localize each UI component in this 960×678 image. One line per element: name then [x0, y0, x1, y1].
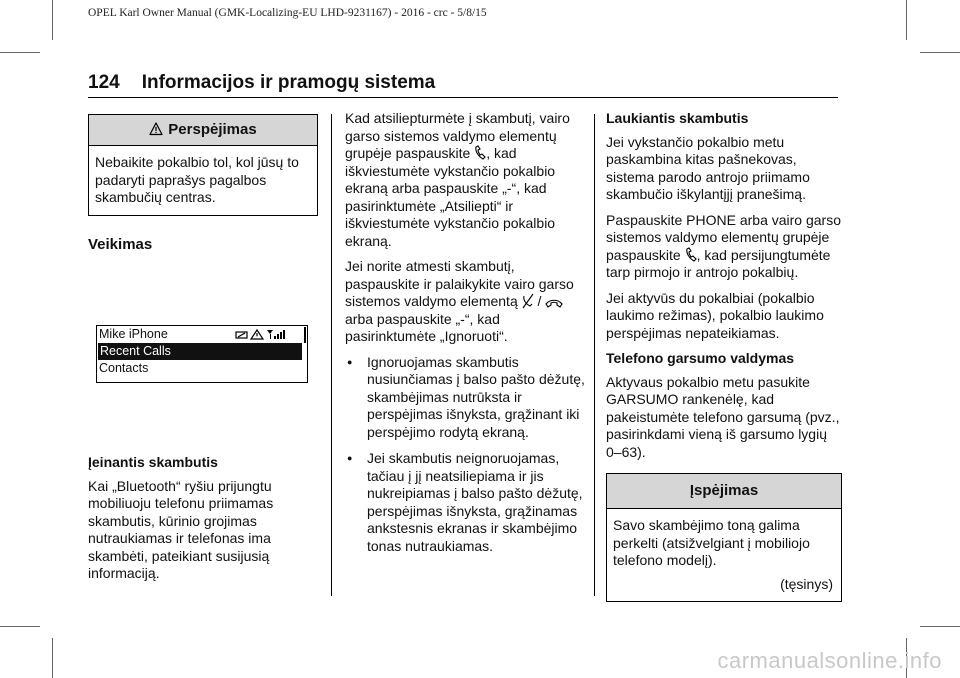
volume-text: Aktyvaus pokalbio metu pasukite GARSUMO rankenėlę, kad pakeistumėte telefono garsumą (pvz., pasirinkdami vieną iš garsumo lygių 0–63). — [606, 373, 840, 460]
note-box — [606, 473, 842, 602]
answer-instructions — [345, 110, 585, 250]
column-divider — [594, 114, 595, 596]
warning-box-title — [89, 115, 317, 146]
mute-icon — [522, 293, 534, 309]
bluetooth-icon — [236, 332, 247, 338]
warning-triangle-icon — [149, 122, 163, 136]
waiting-text-before: Paspauskite PHONE arba vairo garso sistemos valdymo elementų grupėje paspauskite — [606, 211, 841, 263]
reject-instructions — [345, 258, 585, 346]
crop-mark — [52, 0, 53, 40]
warning-box-title-text: Perspėjimas — [168, 121, 257, 138]
phone-answer-icon — [474, 145, 486, 161]
page-heading — [88, 72, 435, 94]
header-meta: OPEL Karl Owner Manual (GMK-Localizing-EU LHD-9231167) - 2016 - crc - 5/8/15 — [88, 7, 487, 19]
incoming-call-heading: Įeinantis skambutis — [88, 454, 218, 470]
answer-text-after: , kad iškviestumėte vykstančio pokalbio ekraną arba paspauskite „-“, kad pasirinktumėte „Atsiliepti“ ir iškviestumėte vykstančio pokalbio ekraną. — [345, 145, 556, 249]
crop-mark — [0, 52, 40, 53]
crop-mark — [906, 0, 907, 40]
continued-label: (tęsinys) — [780, 575, 833, 592]
reject-text-after: arba paspauskite „-“, kad pasirinktumėte „Ignoruoti“. — [345, 310, 508, 344]
display-item-selected: Recent Calls — [98, 343, 302, 360]
display-scrollbar — [304, 327, 306, 343]
display-item: Contacts — [99, 361, 149, 375]
status-icons — [235, 328, 299, 341]
crop-mark — [920, 52, 960, 53]
list-item: ● Ignoruojamas skambutis nusiunčiamas į balso pašto dėžutę, skambėjimas nutrūksta ir perspėjimas išnyksta, grąžinant iki perspėjimo rodytą ekraną. — [345, 354, 585, 442]
incoming-call-text: Kai „Bluetooth“ ryšiu prijungtu mobiliuoju telefonu priimamas skambutis, kūrinio grojimas nutraukiamas ir telefonas ima skambėti, pateikiant susijusią informaciją. — [88, 477, 274, 581]
column-3 — [606, 110, 842, 602]
heading-rule — [88, 97, 838, 98]
note-box-text: Savo skambėjimo toną galima perkelti (atsižvelgiant į mobiliojo telefono modelį). — [613, 517, 810, 568]
section-heading-operation: Veikimas — [88, 235, 153, 253]
crop-mark — [920, 626, 960, 627]
infotainment-display — [96, 325, 308, 383]
page-title: Informacijos ir pramogų sistema — [141, 72, 436, 93]
page-number: 124 — [88, 72, 120, 93]
reject-separator: / — [533, 293, 546, 309]
crop-mark — [52, 638, 53, 678]
answer-text-before: Kad atsiliepturmėte į skambutį, vairo garso sistemos valdymo elementų grupėje paspauskite — [345, 110, 570, 161]
note-box-title: Įspėjimas — [607, 474, 841, 509]
warning-box-body: Nebaikite pokalbio tol, kol jūsų to padaryti paprašys pagalbos skambučių centras. — [95, 154, 299, 205]
warning-triangle-icon — [251, 330, 263, 339]
column-1 — [88, 114, 318, 253]
volume-heading: Telefono garsumo valdymas — [606, 350, 795, 366]
phone-answer-icon — [685, 247, 697, 263]
column-2 — [345, 110, 585, 564]
waiting-text-after: , kad persijungtumėte tarp pirmojo ir antrojo pokalbių. — [606, 246, 831, 280]
note-box-body — [607, 509, 841, 601]
phone-hangup-icon — [545, 297, 563, 309]
watermark: carmanualsonline.info — [717, 648, 942, 673]
waiting-call-heading: Laukiantis skambutis — [606, 110, 749, 126]
waiting-call-p3: Jei aktyvūs du pokalbiai (pokalbio laukimo režimas), pokalbio laukimo perspėjimas nepateikiamas. — [606, 289, 824, 341]
call-bullets — [345, 354, 585, 556]
signal-strength-icon — [267, 330, 285, 339]
list-item: ● Jei skambutis neignoruojamas, tačiau į jį neatsiliepiama ir jis nukreipiamas į balso pašto dėžutę, perspėjimas išnyksta, grąžinamas ankstesnis ekranas ir skambėjimo tonas nutraukiamas. — [345, 450, 585, 555]
reject-text-before: Jei norite atmesti skambutį, paspauskite ir palaikykite vairo garso sistemos valdymo elementą — [345, 258, 574, 309]
display-title: Mike iPhone — [99, 327, 168, 341]
warning-box — [88, 114, 318, 216]
crop-mark — [0, 626, 40, 627]
column-1-lower — [88, 454, 318, 591]
waiting-call-p1: Jei vykstančio pokalbio metu paskambina kitas pašnekovas, sistema parodo antrojo priimamo skambučio iškylantįjį pranešimą. — [606, 133, 810, 202]
column-divider — [331, 114, 332, 596]
waiting-call-p2 — [606, 212, 842, 282]
